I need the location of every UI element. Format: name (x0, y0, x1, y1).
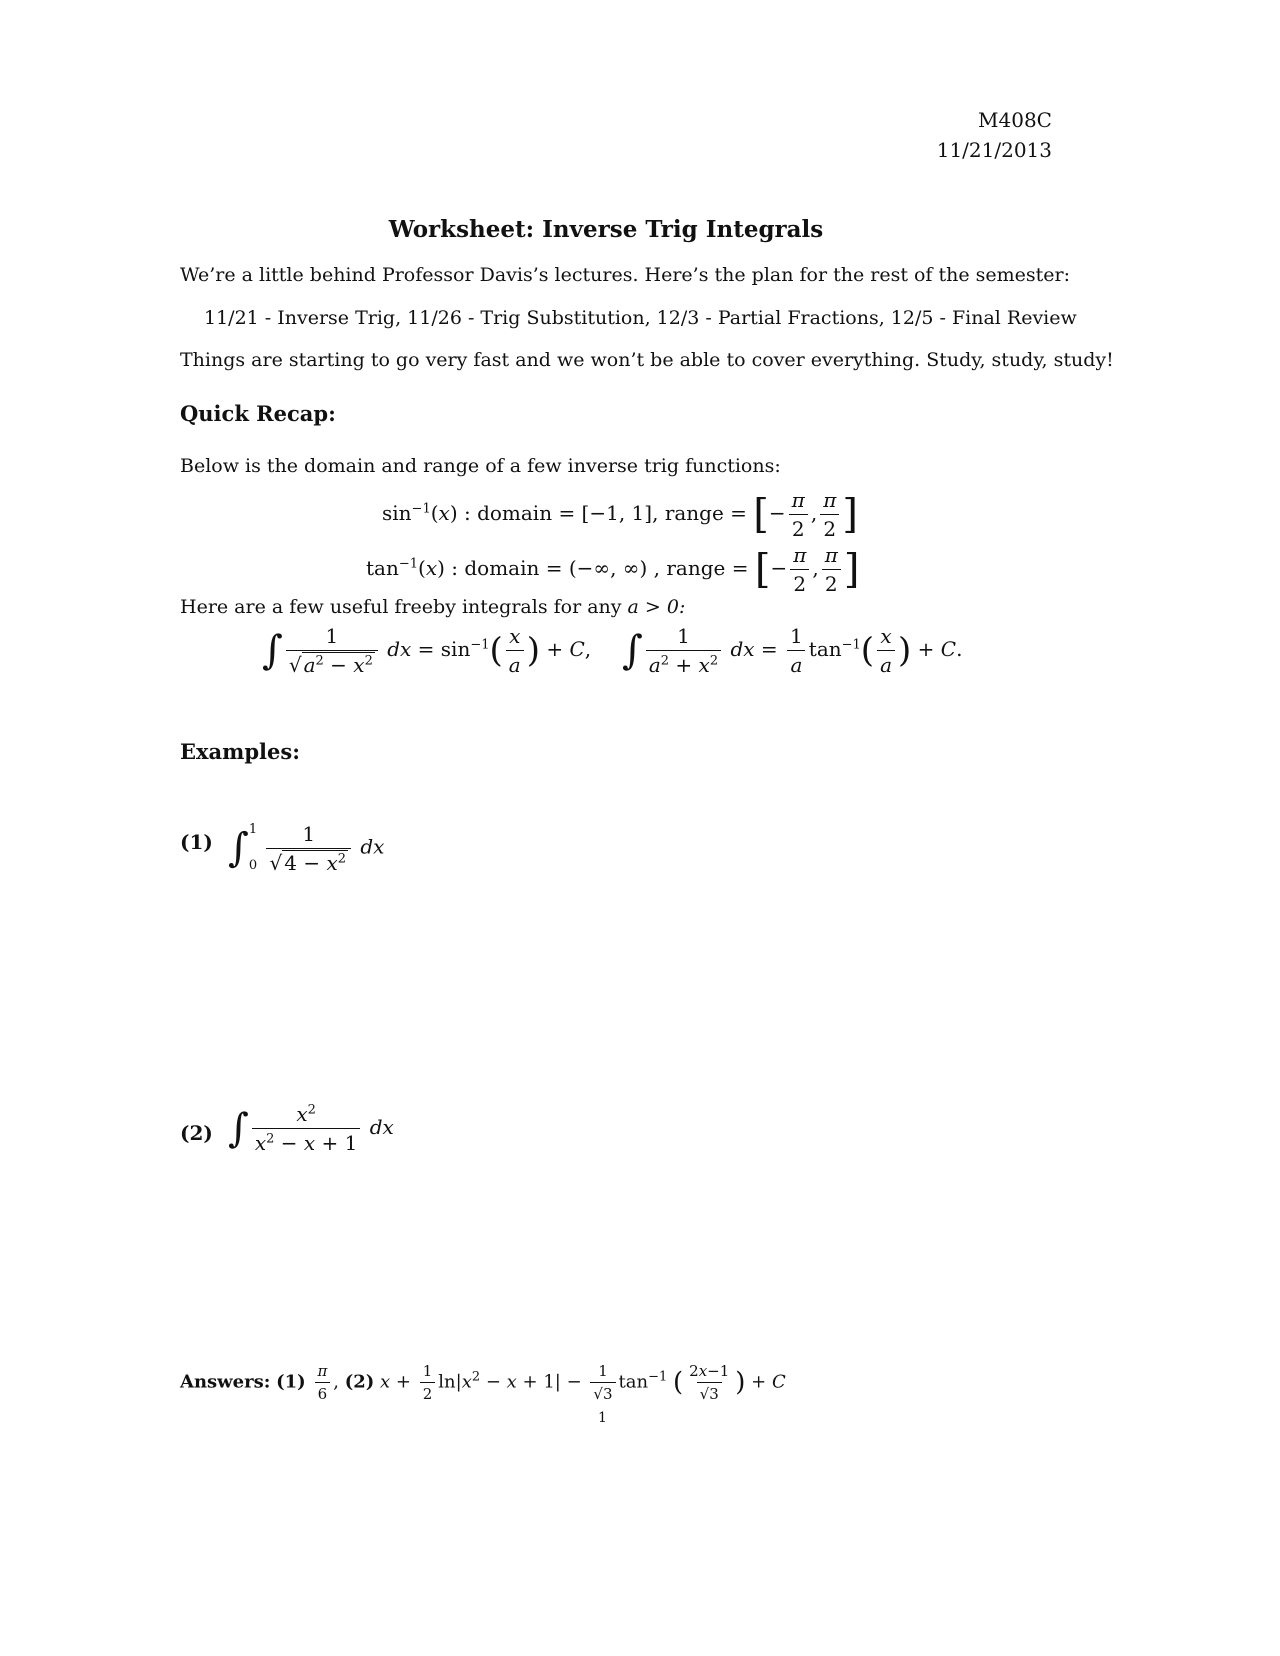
header-date: 11/21/2013 (936, 138, 1052, 162)
freeby-intro: Here are a few useful freeby integrals for any a > 0: (180, 596, 686, 618)
arcsin-domain-range: $\sin^{-1}(x)$ : domain = [−1, 1], range = [− $\frac{\pi}{2}$ , $\frac{\pi}{2}$ ] (382, 488, 858, 541)
arctan-integral-formula: ∫ $\frac{1}{a^2 + x^2}$ dx = $\frac{1}{a}$ $\tan^{-1}$( $\frac{x}{a}$ ) + C. (622, 624, 963, 677)
examples-heading: Examples: (180, 739, 300, 764)
example-1-label: (1) (180, 830, 213, 854)
sin-range-label: range = (664, 501, 747, 525)
example-2-label: (2) (180, 1121, 213, 1145)
example-2-integral: ∫ $\frac{x^2}{x^2 - x + 1}$ dx (228, 1102, 394, 1155)
sin-domain: domain = [−1, 1], (477, 501, 659, 525)
tan-domain: domain = (−∞, ∞) , (464, 556, 660, 580)
domain-intro: Below is the domain and range of a few inverse trig functions: (180, 455, 781, 477)
arcsin-integral-formula: ∫ $\frac{1}{√ a^2 - x^2}$ dx = $\sin^{-1}$( $\frac{x}{a}$ ) + C, (262, 624, 592, 677)
sin-fn: sin (382, 501, 412, 525)
answers-line: Answers: (1) $\frac{\pi}{6}$ , (2) x + $\frac{1}{2}$ $\ln|x^2 - x + 1|$ − $\frac{1}{√3}$ $\tan^{-1}$ ( $\frac{2x-1}{√3}$ ) + C (180, 1362, 786, 1403)
page-number: 1 (598, 1410, 607, 1426)
tan-fn: tan (366, 556, 399, 580)
page-title: Worksheet: Inverse Trig Integrals (388, 216, 824, 243)
course-code: M408C (978, 108, 1052, 132)
warning-line: Things are starting to go very fast and we won’t be able to cover everything. Study, study, study! (180, 349, 1114, 371)
schedule-line: 11/21 - Inverse Trig, 11/26 - Trig Substitution, 12/3 - Partial Fractions, 12/5 - Final Review (204, 307, 1077, 329)
intro-line: We’re a little behind Professor Davis’s lectures. Here’s the plan for the rest of the semester: (180, 264, 1071, 286)
tan-range-label: range = (666, 556, 749, 580)
example-1-integral: ∫ 1 0 $\frac{1}{√ 4 - x^2}$ dx (228, 821, 385, 875)
recap-heading: Quick Recap: (180, 401, 336, 426)
arctan-domain-range: $\tan^{-1}(x)$ : domain = (−∞, ∞) , range = [− $\frac{\pi}{2}$ , $\frac{\pi}{2}$ ] (366, 543, 860, 596)
